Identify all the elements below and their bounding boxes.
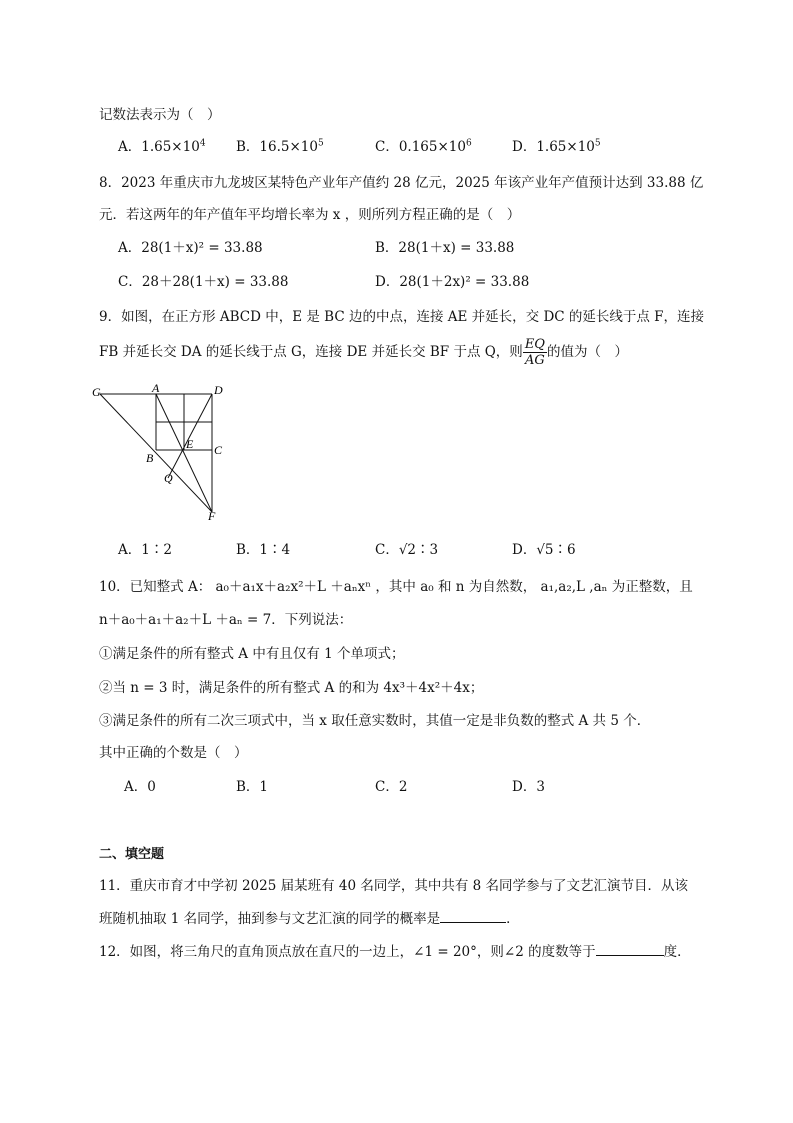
q9-option-a[interactable]: A．1∶2: [118, 542, 172, 558]
q8-option-b[interactable]: B．28(1＋x) = 33.88: [375, 240, 515, 256]
question-9-line-2: FB 并延长交 DA 的延长线于点 G，连接 DE 并延长交 BF 于点 Q，则 $\frac{EQ}{AG}$ 的值为（ ）: [99, 337, 628, 368]
question-8-line-1: 8．2023 年重庆市九龙坡区某特色产业年产值约 28 亿元，2025 年该产业年产值预计达到 33.88 亿: [99, 175, 704, 191]
q7-option-c[interactable]: C．$0.165\times 10^6$: [375, 138, 472, 155]
section-heading-fill-in: 二、填空题: [99, 847, 165, 862]
question-10-statement-1: ①满足条件的所有整式 A 中有且仅有 1 个单项式；: [99, 646, 405, 662]
question-10-line-1: 10．已知整式 A： a₀＋a₁x＋a₂x²＋L ＋aₙxⁿ ，其中 a₀ 和 n 为自然数， a₁,a₂,L ,aₙ 为正整数，且: [99, 579, 693, 595]
q10-option-b[interactable]: B．1: [236, 779, 269, 795]
q8-option-d[interactable]: D．28(1＋2x)² = 33.88: [375, 274, 530, 290]
ratio-fraction: $\frac{EQ}{AG}$: [524, 337, 545, 368]
q10-option-d[interactable]: D．3: [512, 779, 545, 795]
question-10-prompt: 其中正确的个数是（ ）: [99, 745, 248, 761]
q9-option-b[interactable]: B．1∶4: [236, 542, 291, 558]
q7-option-a[interactable]: A．$1.65\times 10^4$: [118, 138, 206, 155]
question-8-line-2: 元．若这两年的年产值年平均增长率为 x ，则所列方程正确的是（ ）: [99, 207, 521, 223]
label-a: A: [152, 382, 160, 395]
question-11-line-1: 11．重庆市育才中学初 2025 届某班有 40 名同学，其中共有 8 名同学参与了文艺汇演节目．从该: [99, 878, 689, 894]
q10-option-a[interactable]: A．0: [124, 779, 156, 795]
question-10-line-2: n＋a₀＋a₁＋a₂＋L ＋aₙ = 7．下列说法：: [99, 612, 353, 628]
q9-option-d[interactable]: D．√5∶6: [512, 542, 576, 558]
label-g: G: [92, 385, 101, 399]
q10-option-c[interactable]: C．2: [375, 779, 408, 795]
question-10-statement-2: ②当 n = 3 时，满足条件的所有整式 A 的和为 4x³＋4x²＋4x；: [99, 680, 484, 696]
label-d: D: [214, 383, 223, 397]
label-c: C: [214, 443, 223, 457]
question-10-statement-3: ③满足条件的所有二次三项式中，当 x 取任意实数时，其值一定是非负数的整式 A 共 5 个．: [99, 713, 651, 729]
q7-option-d[interactable]: D．$1.65\times 10^5$: [512, 138, 601, 155]
q9-option-c[interactable]: C．√2∶3: [375, 542, 439, 558]
label-b: B: [146, 451, 154, 465]
label-e: E: [186, 437, 194, 451]
question-12: 12．如图，将三角尺的直角顶点放在直尺的一边上，∠1 = 20°，则∠2 的度数等于 度．: [99, 944, 691, 960]
question-9-line-1: 9．如图，在正方形 ABCD 中，E 是 BC 边的中点，连接 AE 并延长，交 DC 的延长线于点 F，连接: [99, 309, 705, 325]
q8-option-c[interactable]: C．28＋28(1＋x) = 33.88: [118, 274, 289, 290]
question-11-line-2: 班随机抽取 1 名同学，抽到参与文艺汇演的同学的概率是 ．: [99, 911, 520, 927]
square-geometry-figure: [90, 382, 230, 522]
label-f: F: [208, 509, 216, 522]
question-7-continuation: 记数法表示为（ ）: [99, 107, 221, 123]
label-q: Q: [164, 471, 173, 485]
q7-option-b[interactable]: B．$16.5\times 10^5$: [236, 138, 324, 155]
q12-answer-blank[interactable]: [596, 943, 664, 956]
q11-answer-blank[interactable]: [440, 910, 506, 923]
q8-option-a[interactable]: A．28(1＋x)² = 33.88: [118, 240, 263, 256]
